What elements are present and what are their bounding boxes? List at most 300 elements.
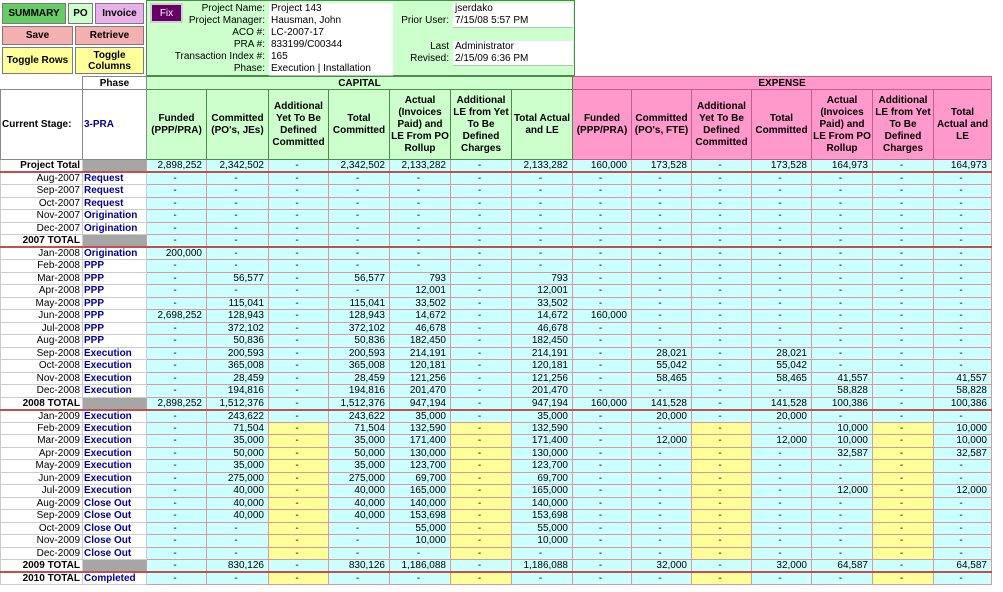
expense-cell[interactable]: -	[752, 285, 812, 298]
capital-cell[interactable]: 121,256	[512, 372, 573, 385]
expense-cell[interactable]: -	[873, 297, 934, 310]
capital-cell[interactable]: -	[269, 460, 329, 473]
expense-cell[interactable]: -	[873, 247, 934, 260]
capital-cell[interactable]: 2,133,282	[390, 160, 451, 173]
capital-cell[interactable]: 71,504	[329, 422, 390, 435]
expense-cell[interactable]: -	[934, 572, 992, 585]
capital-cell[interactable]: -	[512, 210, 573, 223]
expense-cell[interactable]: -	[573, 272, 632, 285]
capital-cell[interactable]: -	[269, 497, 329, 510]
capital-cell[interactable]: -	[269, 272, 329, 285]
capital-cell[interactable]: 132,590	[512, 422, 573, 435]
expense-cell[interactable]: -	[692, 247, 752, 260]
summary-button[interactable]: SUMMARY	[2, 3, 66, 24]
capital-cell[interactable]: -	[390, 172, 451, 185]
expense-cell[interactable]: -	[573, 235, 632, 248]
capital-cell[interactable]: 947,194	[512, 397, 573, 410]
expense-cell[interactable]: -	[812, 510, 873, 523]
capital-cell[interactable]: -	[451, 160, 512, 173]
capital-cell[interactable]: -	[451, 185, 512, 198]
expense-cell[interactable]: -	[873, 460, 934, 473]
capital-cell[interactable]: -	[329, 222, 390, 235]
capital-cell[interactable]: -	[390, 547, 451, 560]
expense-cell[interactable]: -	[934, 535, 992, 548]
capital-cell[interactable]: -	[329, 197, 390, 210]
capital-cell[interactable]: 50,000	[329, 447, 390, 460]
capital-cell[interactable]: 275,000	[207, 472, 269, 485]
capital-cell[interactable]: -	[451, 485, 512, 498]
capital-cell[interactable]: -	[451, 235, 512, 248]
expense-cell[interactable]: -	[873, 335, 934, 348]
capital-cell[interactable]: -	[147, 297, 207, 310]
capital-cell[interactable]: -	[269, 285, 329, 298]
capital-cell[interactable]: -	[147, 435, 207, 448]
capital-cell[interactable]: -	[451, 547, 512, 560]
expense-cell[interactable]: -	[692, 397, 752, 410]
capital-cell[interactable]: 194,816	[207, 385, 269, 398]
expense-cell[interactable]: -	[632, 297, 692, 310]
expense-cell[interactable]: 141,528	[752, 397, 812, 410]
expense-cell[interactable]: -	[692, 222, 752, 235]
phase-value[interactable]: Execution | Installation	[269, 63, 393, 76]
expense-cell[interactable]: -	[934, 197, 992, 210]
expense-cell[interactable]: -	[692, 497, 752, 510]
capital-cell[interactable]: 372,102	[329, 322, 390, 335]
capital-cell[interactable]: -	[147, 472, 207, 485]
capital-cell[interactable]: -	[269, 247, 329, 260]
capital-cell[interactable]: -	[451, 385, 512, 398]
capital-cell[interactable]: -	[147, 460, 207, 473]
toggle-rows-button[interactable]: Toggle Rows	[2, 47, 73, 74]
expense-cell[interactable]: -	[573, 372, 632, 385]
expense-cell[interactable]: -	[752, 310, 812, 323]
expense-cell[interactable]: -	[692, 260, 752, 273]
capital-cell[interactable]: 40,000	[329, 485, 390, 498]
expense-cell[interactable]: -	[934, 310, 992, 323]
capital-cell[interactable]: -	[207, 235, 269, 248]
expense-cell[interactable]: -	[752, 547, 812, 560]
capital-cell[interactable]: 132,590	[390, 422, 451, 435]
capital-cell[interactable]: -	[147, 285, 207, 298]
expense-cell[interactable]: 164,973	[812, 160, 873, 173]
expense-cell[interactable]: -	[692, 160, 752, 173]
expense-cell[interactable]: -	[873, 522, 934, 535]
capital-cell[interactable]: -	[207, 247, 269, 260]
expense-cell[interactable]: -	[873, 210, 934, 223]
capital-cell[interactable]: -	[147, 547, 207, 560]
capital-cell[interactable]: 171,400	[390, 435, 451, 448]
expense-cell[interactable]: -	[573, 172, 632, 185]
capital-cell[interactable]: -	[451, 272, 512, 285]
capital-cell[interactable]: -	[329, 572, 390, 585]
capital-cell[interactable]: 1,186,088	[512, 560, 573, 573]
capital-cell[interactable]: -	[207, 535, 269, 548]
project-name-value[interactable]: Project 143	[269, 3, 393, 16]
capital-cell[interactable]: -	[329, 172, 390, 185]
capital-cell[interactable]: 275,000	[329, 472, 390, 485]
capital-cell[interactable]: -	[329, 210, 390, 223]
expense-cell[interactable]: -	[573, 447, 632, 460]
capital-cell[interactable]: 121,256	[390, 372, 451, 385]
expense-cell[interactable]: 58,465	[632, 372, 692, 385]
expense-cell[interactable]: -	[812, 197, 873, 210]
expense-cell[interactable]: -	[873, 272, 934, 285]
expense-cell[interactable]: -	[573, 497, 632, 510]
capital-cell[interactable]: -	[451, 535, 512, 548]
capital-cell[interactable]: -	[269, 360, 329, 373]
expense-cell[interactable]: -	[812, 547, 873, 560]
capital-cell[interactable]: -	[147, 335, 207, 348]
capital-cell[interactable]: -	[147, 172, 207, 185]
capital-cell[interactable]: -	[329, 247, 390, 260]
expense-cell[interactable]: -	[692, 435, 752, 448]
capital-cell[interactable]: 35,000	[207, 460, 269, 473]
expense-cell[interactable]: 28,021	[752, 347, 812, 360]
expense-cell[interactable]: -	[812, 522, 873, 535]
expense-cell[interactable]: -	[632, 535, 692, 548]
expense-cell[interactable]: 58,828	[934, 385, 992, 398]
capital-cell[interactable]: 201,470	[512, 385, 573, 398]
expense-cell[interactable]: -	[692, 360, 752, 373]
capital-cell[interactable]: -	[269, 210, 329, 223]
expense-cell[interactable]: -	[692, 372, 752, 385]
expense-cell[interactable]: -	[873, 172, 934, 185]
expense-cell[interactable]: -	[812, 222, 873, 235]
capital-cell[interactable]: -	[512, 247, 573, 260]
capital-cell[interactable]: -	[147, 197, 207, 210]
capital-cell[interactable]: -	[451, 560, 512, 573]
capital-cell[interactable]: -	[451, 322, 512, 335]
capital-cell[interactable]: 153,698	[512, 510, 573, 523]
expense-cell[interactable]: -	[934, 247, 992, 260]
capital-cell[interactable]: 200,593	[329, 347, 390, 360]
expense-cell[interactable]: -	[573, 422, 632, 435]
capital-cell[interactable]: 14,672	[512, 310, 573, 323]
save-button[interactable]: Save	[2, 26, 73, 45]
expense-cell[interactable]: -	[812, 347, 873, 360]
capital-cell[interactable]: -	[512, 547, 573, 560]
capital-cell[interactable]: -	[451, 335, 512, 348]
capital-cell[interactable]: -	[147, 422, 207, 435]
expense-cell[interactable]: -	[873, 322, 934, 335]
expense-cell[interactable]: -	[752, 260, 812, 273]
invoice-button[interactable]: Invoice	[95, 3, 144, 24]
capital-cell[interactable]: 153,698	[390, 510, 451, 523]
expense-cell[interactable]: -	[692, 535, 752, 548]
capital-cell[interactable]: -	[390, 185, 451, 198]
capital-cell[interactable]: -	[451, 285, 512, 298]
expense-cell[interactable]: -	[692, 522, 752, 535]
expense-cell[interactable]: -	[812, 335, 873, 348]
capital-cell[interactable]: 55,000	[390, 522, 451, 535]
expense-cell[interactable]: -	[934, 272, 992, 285]
capital-cell[interactable]: 130,000	[512, 447, 573, 460]
capital-cell[interactable]: 35,000	[329, 435, 390, 448]
expense-cell[interactable]: -	[752, 197, 812, 210]
capital-cell[interactable]: -	[269, 322, 329, 335]
expense-cell[interactable]: 64,587	[812, 560, 873, 573]
pra-value[interactable]: 833199/C00344	[269, 39, 393, 52]
capital-cell[interactable]: -	[269, 485, 329, 498]
expense-cell[interactable]: -	[812, 460, 873, 473]
expense-cell[interactable]: -	[873, 422, 934, 435]
expense-cell[interactable]: -	[873, 447, 934, 460]
expense-cell[interactable]: -	[934, 410, 992, 423]
expense-cell[interactable]: -	[873, 160, 934, 173]
expense-cell[interactable]: -	[934, 335, 992, 348]
capital-cell[interactable]: 365,008	[207, 360, 269, 373]
expense-cell[interactable]: -	[752, 572, 812, 585]
expense-cell[interactable]: -	[632, 385, 692, 398]
capital-cell[interactable]: -	[269, 447, 329, 460]
capital-cell[interactable]: -	[147, 410, 207, 423]
capital-cell[interactable]: -	[269, 235, 329, 248]
capital-cell[interactable]: -	[147, 360, 207, 373]
expense-cell[interactable]: -	[934, 172, 992, 185]
expense-cell[interactable]: -	[873, 485, 934, 498]
capital-cell[interactable]: 46,678	[390, 322, 451, 335]
capital-cell[interactable]: 140,000	[512, 497, 573, 510]
capital-cell[interactable]: 69,700	[390, 472, 451, 485]
expense-cell[interactable]: -	[812, 360, 873, 373]
capital-cell[interactable]: -	[269, 510, 329, 523]
expense-cell[interactable]: -	[873, 410, 934, 423]
capital-cell[interactable]: 214,191	[512, 347, 573, 360]
capital-cell[interactable]: 50,836	[207, 335, 269, 348]
aco-value[interactable]: LC-2007-17	[269, 27, 393, 40]
expense-cell[interactable]: -	[573, 522, 632, 535]
expense-cell[interactable]: -	[632, 235, 692, 248]
expense-cell[interactable]: -	[632, 460, 692, 473]
capital-cell[interactable]: 123,700	[390, 460, 451, 473]
expense-cell[interactable]: 55,042	[752, 360, 812, 373]
capital-cell[interactable]: 35,000	[329, 460, 390, 473]
expense-cell[interactable]: -	[573, 185, 632, 198]
expense-cell[interactable]: -	[573, 247, 632, 260]
expense-cell[interactable]: -	[632, 260, 692, 273]
expense-cell[interactable]: -	[873, 185, 934, 198]
capital-cell[interactable]: 2,342,502	[329, 160, 390, 173]
expense-cell[interactable]: -	[873, 497, 934, 510]
expense-cell[interactable]: -	[632, 522, 692, 535]
expense-cell[interactable]: -	[752, 185, 812, 198]
capital-cell[interactable]: -	[451, 172, 512, 185]
expense-cell[interactable]: 58,465	[752, 372, 812, 385]
capital-cell[interactable]: 130,000	[390, 447, 451, 460]
capital-cell[interactable]: -	[329, 522, 390, 535]
capital-cell[interactable]: 12,001	[390, 285, 451, 298]
expense-cell[interactable]: -	[752, 235, 812, 248]
capital-cell[interactable]: -	[329, 235, 390, 248]
capital-cell[interactable]: 200,593	[207, 347, 269, 360]
expense-cell[interactable]: -	[934, 547, 992, 560]
expense-cell[interactable]: -	[873, 360, 934, 373]
capital-cell[interactable]: -	[269, 472, 329, 485]
capital-cell[interactable]: -	[451, 397, 512, 410]
capital-cell[interactable]: 123,700	[512, 460, 573, 473]
expense-cell[interactable]: -	[934, 235, 992, 248]
expense-cell[interactable]: -	[632, 547, 692, 560]
expense-cell[interactable]: -	[934, 472, 992, 485]
expense-cell[interactable]: -	[632, 335, 692, 348]
capital-cell[interactable]: -	[329, 185, 390, 198]
expense-cell[interactable]: -	[752, 222, 812, 235]
capital-cell[interactable]: -	[207, 522, 269, 535]
capital-cell[interactable]: -	[207, 547, 269, 560]
capital-cell[interactable]: 1,512,376	[329, 397, 390, 410]
capital-cell[interactable]: -	[207, 210, 269, 223]
expense-cell[interactable]: -	[873, 535, 934, 548]
capital-cell[interactable]: 28,459	[329, 372, 390, 385]
capital-cell[interactable]: -	[147, 185, 207, 198]
expense-cell[interactable]: 32,000	[752, 560, 812, 573]
capital-cell[interactable]: -	[269, 535, 329, 548]
expense-cell[interactable]: -	[573, 222, 632, 235]
capital-cell[interactable]: 71,504	[207, 422, 269, 435]
expense-cell[interactable]: -	[934, 210, 992, 223]
expense-cell[interactable]: -	[752, 322, 812, 335]
expense-cell[interactable]: -	[573, 510, 632, 523]
expense-cell[interactable]: -	[934, 260, 992, 273]
capital-cell[interactable]: 40,000	[329, 510, 390, 523]
expense-cell[interactable]: -	[632, 310, 692, 323]
capital-cell[interactable]: -	[147, 260, 207, 273]
capital-cell[interactable]: 140,000	[390, 497, 451, 510]
expense-cell[interactable]: -	[934, 322, 992, 335]
expense-cell[interactable]: -	[573, 547, 632, 560]
expense-cell[interactable]: 41,557	[934, 372, 992, 385]
expense-cell[interactable]: -	[692, 460, 752, 473]
expense-cell[interactable]: -	[812, 172, 873, 185]
expense-cell[interactable]: -	[573, 485, 632, 498]
capital-cell[interactable]: 2,133,282	[512, 160, 573, 173]
expense-cell[interactable]: -	[573, 297, 632, 310]
capital-cell[interactable]: -	[390, 210, 451, 223]
capital-cell[interactable]: -	[390, 197, 451, 210]
expense-cell[interactable]: 100,386	[934, 397, 992, 410]
expense-cell[interactable]: -	[692, 185, 752, 198]
capital-cell[interactable]: 830,126	[329, 560, 390, 573]
expense-cell[interactable]: -	[812, 497, 873, 510]
capital-cell[interactable]: -	[329, 535, 390, 548]
expense-cell[interactable]: -	[692, 447, 752, 460]
capital-cell[interactable]: -	[269, 310, 329, 323]
expense-cell[interactable]: -	[934, 497, 992, 510]
expense-cell[interactable]: -	[692, 335, 752, 348]
capital-cell[interactable]: -	[451, 460, 512, 473]
expense-cell[interactable]: 20,000	[632, 410, 692, 423]
expense-cell[interactable]: -	[692, 172, 752, 185]
capital-cell[interactable]: -	[451, 347, 512, 360]
capital-cell[interactable]: -	[147, 385, 207, 398]
capital-cell[interactable]: -	[390, 260, 451, 273]
capital-cell[interactable]: 214,191	[390, 347, 451, 360]
capital-cell[interactable]: 115,041	[329, 297, 390, 310]
capital-cell[interactable]: 115,041	[207, 297, 269, 310]
capital-cell[interactable]: -	[512, 260, 573, 273]
expense-cell[interactable]: -	[692, 197, 752, 210]
capital-cell[interactable]: 793	[512, 272, 573, 285]
expense-cell[interactable]: -	[692, 547, 752, 560]
expense-cell[interactable]: -	[873, 435, 934, 448]
capital-cell[interactable]: -	[269, 435, 329, 448]
expense-cell[interactable]: -	[752, 335, 812, 348]
capital-cell[interactable]: -	[451, 260, 512, 273]
capital-cell[interactable]: 50,000	[207, 447, 269, 460]
capital-cell[interactable]: -	[451, 572, 512, 585]
expense-cell[interactable]: 41,557	[812, 372, 873, 385]
expense-cell[interactable]: -	[692, 297, 752, 310]
expense-cell[interactable]: -	[692, 560, 752, 573]
expense-cell[interactable]: -	[812, 260, 873, 273]
capital-cell[interactable]: -	[269, 560, 329, 573]
expense-cell[interactable]: 100,386	[812, 397, 873, 410]
capital-cell[interactable]: 182,450	[390, 335, 451, 348]
expense-cell[interactable]: -	[632, 285, 692, 298]
expense-cell[interactable]: -	[812, 472, 873, 485]
capital-cell[interactable]: -	[207, 260, 269, 273]
capital-cell[interactable]: 12,001	[512, 285, 573, 298]
capital-cell[interactable]: -	[329, 547, 390, 560]
expense-cell[interactable]: -	[873, 222, 934, 235]
retrieve-button[interactable]: Retrieve	[75, 26, 144, 45]
capital-cell[interactable]: -	[269, 160, 329, 173]
expense-cell[interactable]: -	[873, 310, 934, 323]
capital-cell[interactable]: -	[269, 422, 329, 435]
expense-cell[interactable]: -	[573, 472, 632, 485]
expense-cell[interactable]: -	[873, 397, 934, 410]
capital-cell[interactable]: -	[512, 197, 573, 210]
expense-cell[interactable]: -	[692, 572, 752, 585]
expense-cell[interactable]: -	[573, 360, 632, 373]
expense-cell[interactable]: 10,000	[934, 422, 992, 435]
expense-cell[interactable]: -	[873, 372, 934, 385]
capital-cell[interactable]: -	[269, 397, 329, 410]
capital-cell[interactable]: -	[451, 247, 512, 260]
capital-cell[interactable]: -	[147, 572, 207, 585]
project-manager-value[interactable]: Hausman, John	[269, 15, 393, 28]
expense-cell[interactable]: -	[812, 310, 873, 323]
expense-cell[interactable]: -	[692, 485, 752, 498]
capital-cell[interactable]: -	[451, 435, 512, 448]
capital-cell[interactable]: -	[269, 222, 329, 235]
expense-cell[interactable]: -	[752, 210, 812, 223]
expense-cell[interactable]: 160,000	[573, 310, 632, 323]
capital-cell[interactable]: -	[207, 572, 269, 585]
expense-cell[interactable]: -	[573, 385, 632, 398]
capital-cell[interactable]: 194,816	[329, 385, 390, 398]
expense-cell[interactable]: -	[812, 297, 873, 310]
expense-cell[interactable]: -	[692, 322, 752, 335]
expense-cell[interactable]: -	[632, 172, 692, 185]
expense-cell[interactable]: -	[934, 285, 992, 298]
expense-cell[interactable]: -	[632, 485, 692, 498]
capital-cell[interactable]: -	[451, 222, 512, 235]
capital-cell[interactable]: -	[269, 197, 329, 210]
capital-cell[interactable]: -	[512, 172, 573, 185]
expense-cell[interactable]: -	[692, 410, 752, 423]
expense-cell[interactable]: -	[934, 510, 992, 523]
expense-cell[interactable]: -	[573, 197, 632, 210]
expense-cell[interactable]: -	[573, 335, 632, 348]
expense-cell[interactable]: -	[873, 197, 934, 210]
capital-cell[interactable]: -	[451, 510, 512, 523]
capital-cell[interactable]: 2,698,252	[147, 310, 207, 323]
capital-cell[interactable]: -	[451, 360, 512, 373]
expense-cell[interactable]: 32,587	[812, 447, 873, 460]
expense-cell[interactable]: 32,000	[632, 560, 692, 573]
expense-cell[interactable]: 32,587	[934, 447, 992, 460]
